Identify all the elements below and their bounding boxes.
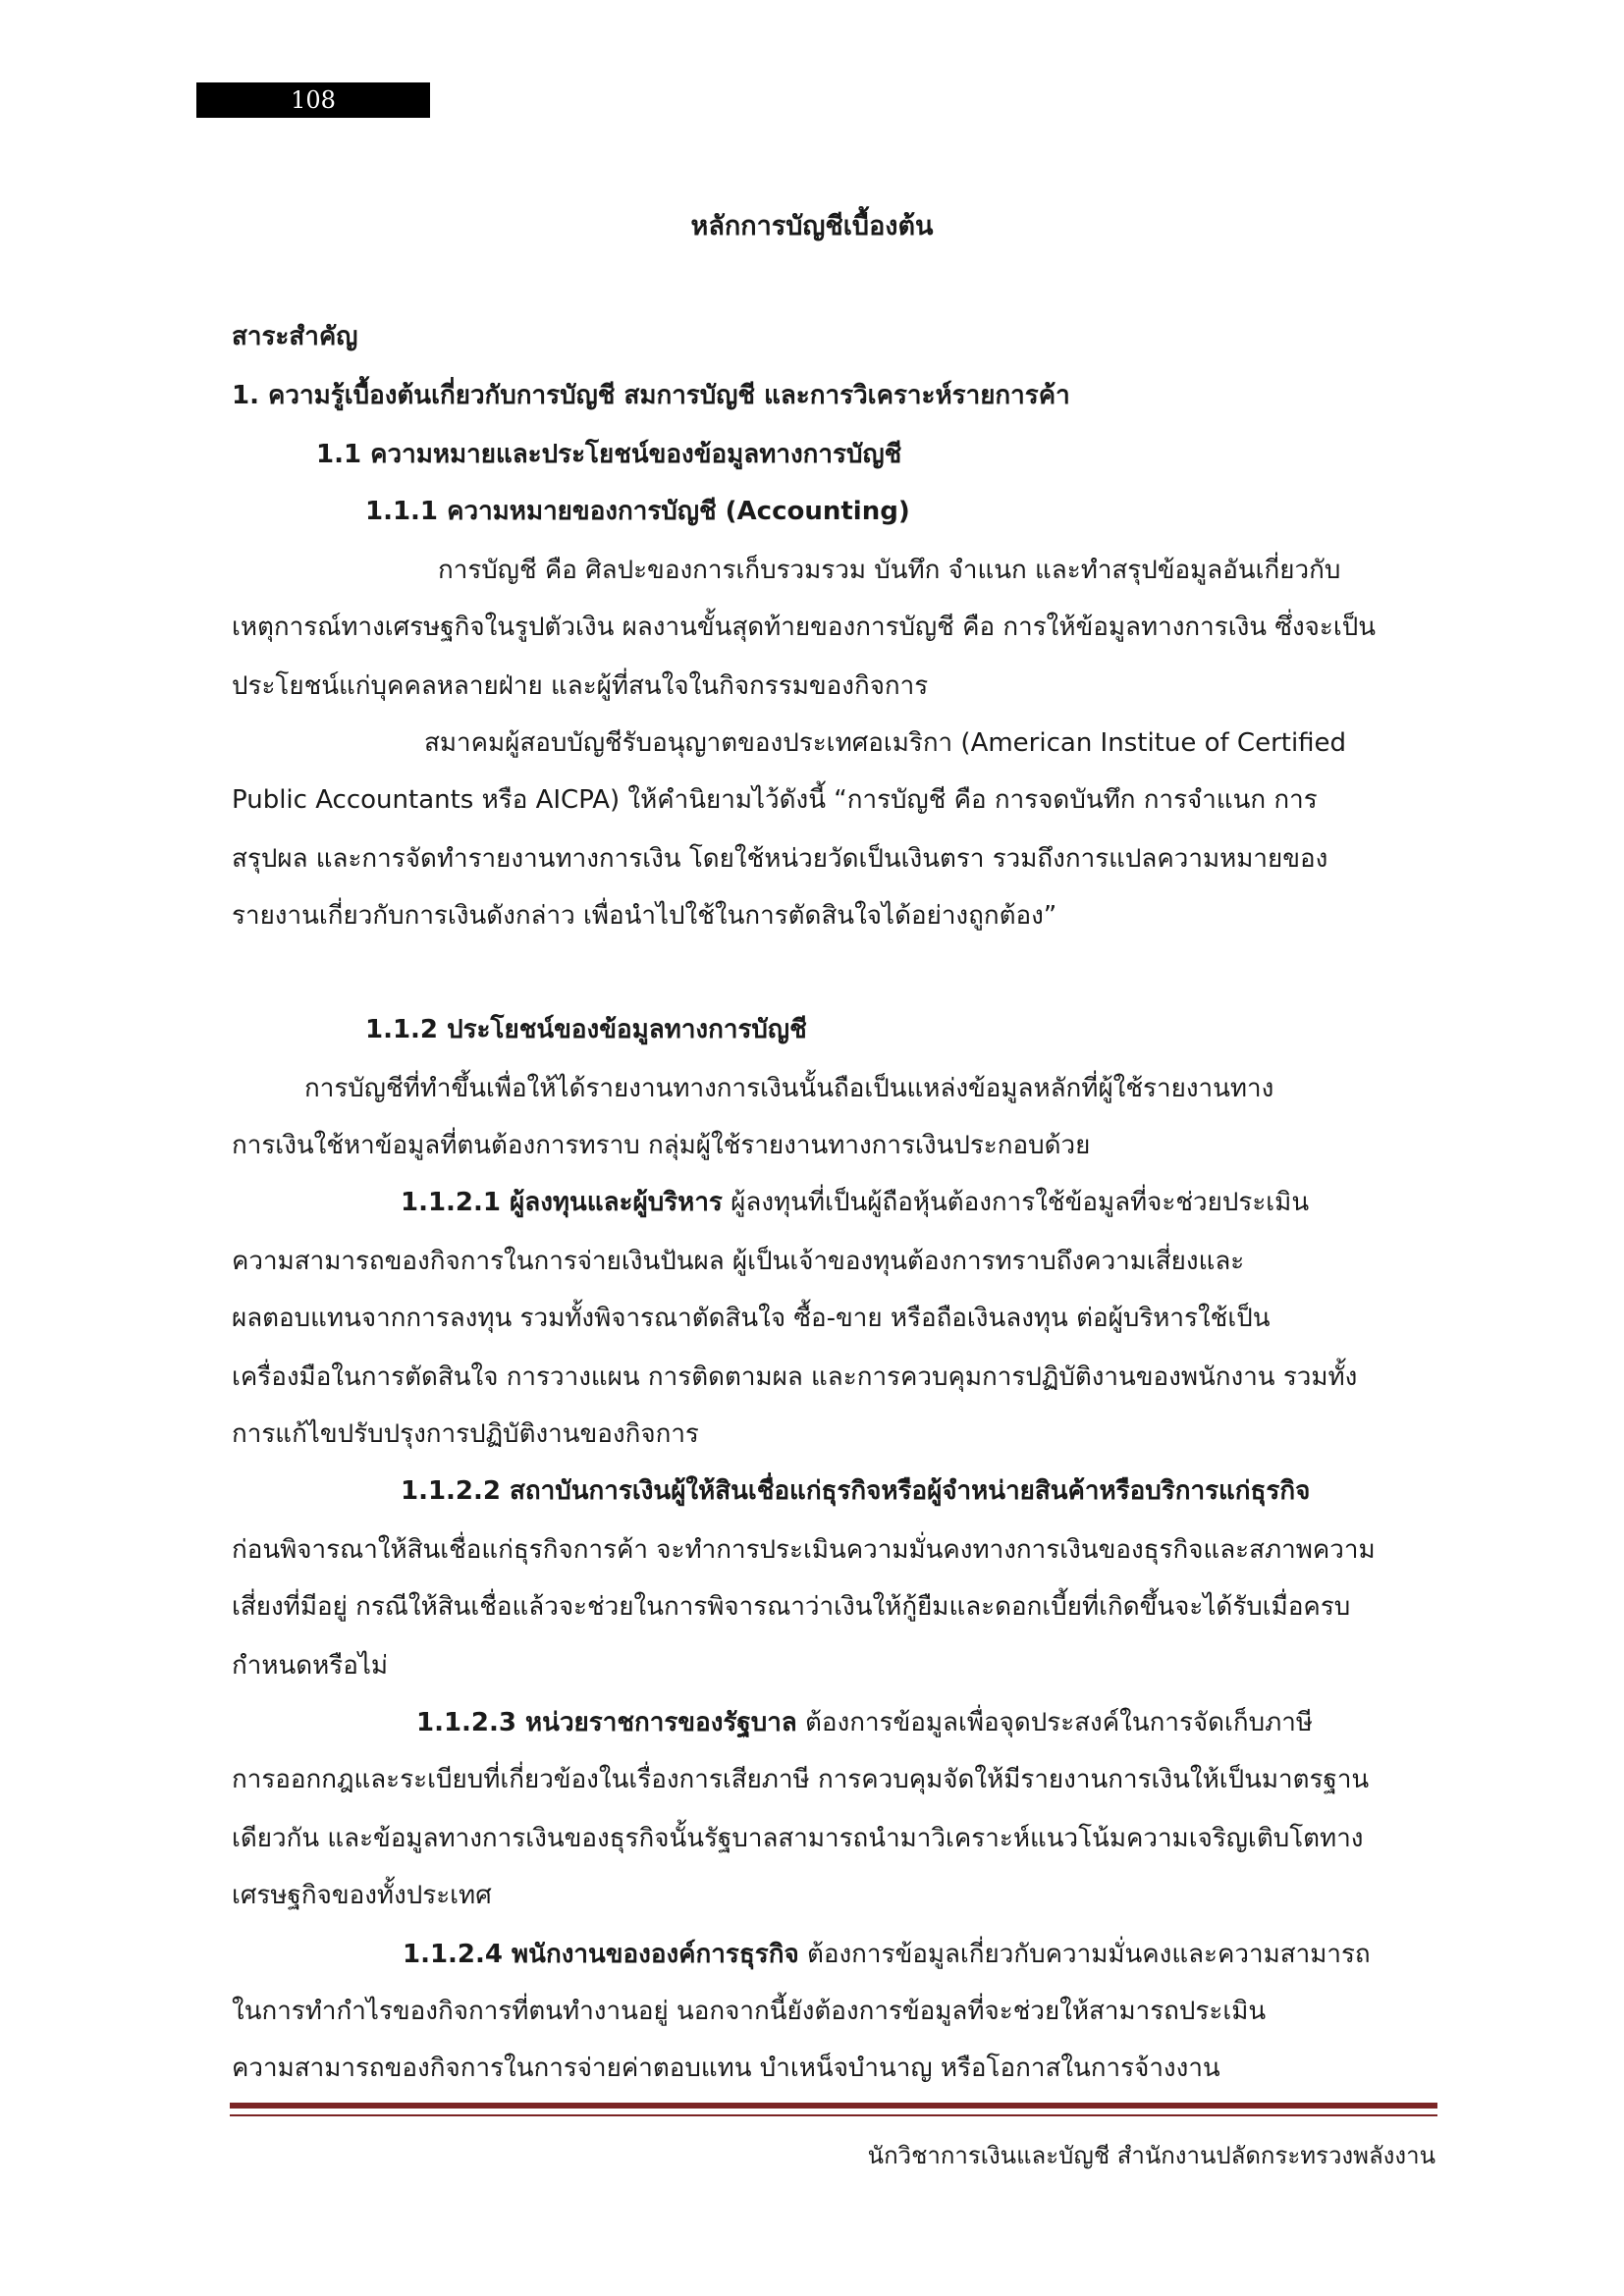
paragraph-line: ก่อนพิจารณาให้สินเชื่อแก่ธุรกิจการค้า จะทำการประเมินความมั่นคงทางการเงินของธุรกิจและสภาพความ — [232, 1535, 1376, 1565]
paragraph-line: Public Accountants หรือ AICPA) ให้คำนิยามไว้ดังนี้ “การบัญชี คือ การจดบันทึก การจำแนก การ — [232, 785, 1318, 815]
paragraph-line: เศรษฐกิจของทั้งประเทศ — [232, 1881, 492, 1910]
paragraph-line: กำหนดหรือไม่ — [232, 1651, 389, 1681]
paragraph-line: เหตุการณ์ทางเศรษฐกิจในรูปตัวเงิน ผลงานขั้นสุดท้ายของการบัญชี คือ การให้ข้อมูลทางการเงิน ซึ่งจะเป็น — [232, 613, 1377, 642]
summary-heading: สาระสำคัญ — [232, 322, 358, 351]
footer-rule — [230, 2103, 1437, 2109]
paragraph-line: สรุปผล และการจัดทำรายงานทางการเงิน โดยใช้หน่วยวัดเป็นเงินตรา รวมถึงการแปลความหมายของ — [232, 844, 1328, 874]
item-1-first-line: 1.1.2.1 ผู้ลงทุนและผู้บริหาร ผู้ลงทุนที่เป็นผู้ถือหุ้นต้องการใช้ข้อมูลที่จะช่วยประเมิน — [401, 1188, 1310, 1217]
paragraph-line: รายงานเกี่ยวกับการเงินดังกล่าว เพื่อนำไปใช้ในการตัดสินใจได้อย่างถูกต้อง” — [232, 901, 1057, 931]
paragraph-line: ความสามารถของกิจการในการจ่ายค่าตอบแทน บำเหน็จบำนาญ หรือโอกาสในการจ้างงาน — [232, 2054, 1220, 2083]
paragraph-line: เครื่องมือในการตัดสินใจ การวางแผน การติดตามผล และการควบคุมการปฏิบัติงานของพนักงาน รวมทั้ง — [232, 1362, 1358, 1392]
item-4-first-line: 1.1.2.4 พนักงานขององค์การธุรกิจ ต้องการข้อมูลเกี่ยวกับความมั่นคงและความสามารถ — [403, 1940, 1371, 1969]
paragraph-line: ประโยชน์แก่บุคคลหลายฝ่าย และผู้ที่สนใจในกิจกรรมของกิจการ — [232, 671, 929, 701]
page-footer: นักวิชาการเงินและบัญชี สำนักงานปลัดกระทรวงพลังงาน — [867, 2142, 1435, 2169]
paragraph-line: เดียวกัน และข้อมูลทางการเงินของธุรกิจนั้นรัฐบาลสามารถนำมาวิเคราะห์แนวโน้มความเจริญเติบโตทาง — [232, 1824, 1364, 1853]
item-3-first-line: 1.1.2.3 หน่วยราชการของรัฐบาล ต้องการข้อมูลเพื่อจุดประสงค์ในการจัดเก็บภาษี — [416, 1708, 1314, 1737]
paragraph-line: การแก้ไขปรับปรุงการปฏิบัติงานของกิจการ — [232, 1419, 699, 1449]
paragraph-line: ความสามารถของกิจการในการจ่ายเงินปันผล ผู้เป็นเจ้าของทุนต้องการทราบถึงความเสี่ยงและ — [232, 1247, 1245, 1276]
item-1-label: 1.1.2.1 ผู้ลงทุนและผู้บริหาร — [401, 1188, 723, 1217]
paragraph-line: การบัญชี คือ ศิลปะของการเก็บรวมรวม บันทึก จำแนก และทำสรุปข้อมูลอันเกี่ยวกับ — [438, 556, 1341, 585]
item-4-label: 1.1.2.4 พนักงานขององค์การธุรกิจ — [403, 1940, 799, 1969]
paragraph-line: ในการทำกำไรของกิจการที่ตนทำงานอยู่ นอกจากนี้ยังต้องการข้อมูลที่จะช่วยให้สามารถประเมิน — [232, 1997, 1267, 2026]
page-number-badge: 108 — [196, 82, 430, 118]
paragraph-line: เสี่ยงที่มีอยู่ กรณีให้สินเชื่อแล้วจะช่วยในการพิจารณาว่าเงินให้กู้ยืมและดอกเบี้ยที่เกิดขึ้นจะได้รับเมื่อครบ — [232, 1592, 1351, 1622]
paragraph-line: การออกกฎและระเบียบที่เกี่ยวข้องในเรื่องการเสียภาษี การควบคุมจัดให้มีรายงานการเงินให้เป็นมาตรฐาน — [232, 1765, 1370, 1794]
page-title: หลักการบัญชีเบื้องต้น — [690, 211, 934, 241]
paragraph-line: การบัญชีที่ทำขึ้นเพื่อให้ได้รายงานทางการเงินนั้นถือเป็นแหล่งข้อมูลหลักที่ผู้ใช้รายงานทาง — [304, 1074, 1274, 1103]
section-1-1-1-heading: 1.1.1 ความหมายของการบัญชี (Accounting) — [365, 497, 910, 526]
paragraph-line: ผลตอบแทนจากการลงทุน รวมทั้งพิจารณาตัดสินใจ ซื้อ-ขาย หรือถือเงินลงทุน ต่อผู้บริหารใช้เป็น — [232, 1304, 1271, 1333]
paragraph-line: สมาคมผู้สอบบัญชีรับอนุญาตของประเทศอเมริกา (American Institue of Certified — [424, 728, 1347, 758]
section-1-1-heading: 1.1 ความหมายและประโยชน์ของข้อมูลทางการบัญชี — [316, 440, 902, 469]
footer-rule-thin — [230, 2114, 1437, 2116]
section-1-heading: 1. ความรู้เบื้องต้นเกี่ยวกับการบัญชี สมการบัญชี และการวิเคราะห์รายการค้า — [232, 381, 1070, 410]
section-1-1-2-heading: 1.1.2 ประโยชน์ของข้อมูลทางการบัญชี — [365, 1015, 807, 1044]
item-2-label: 1.1.2.2 สถาบันการเงินผู้ให้สินเชื่อแก่ธุรกิจหรือผู้จำหน่ายสินค้าหรือบริการแก่ธุรกิจ — [401, 1476, 1311, 1506]
item-3-label: 1.1.2.3 หน่วยราชการของรัฐบาล — [416, 1708, 797, 1737]
paragraph-line: การเงินใช้หาข้อมูลที่ตนต้องการทราบ กลุ่มผู้ใช้รายงานทางการเงินประกอบด้วย — [232, 1131, 1091, 1160]
